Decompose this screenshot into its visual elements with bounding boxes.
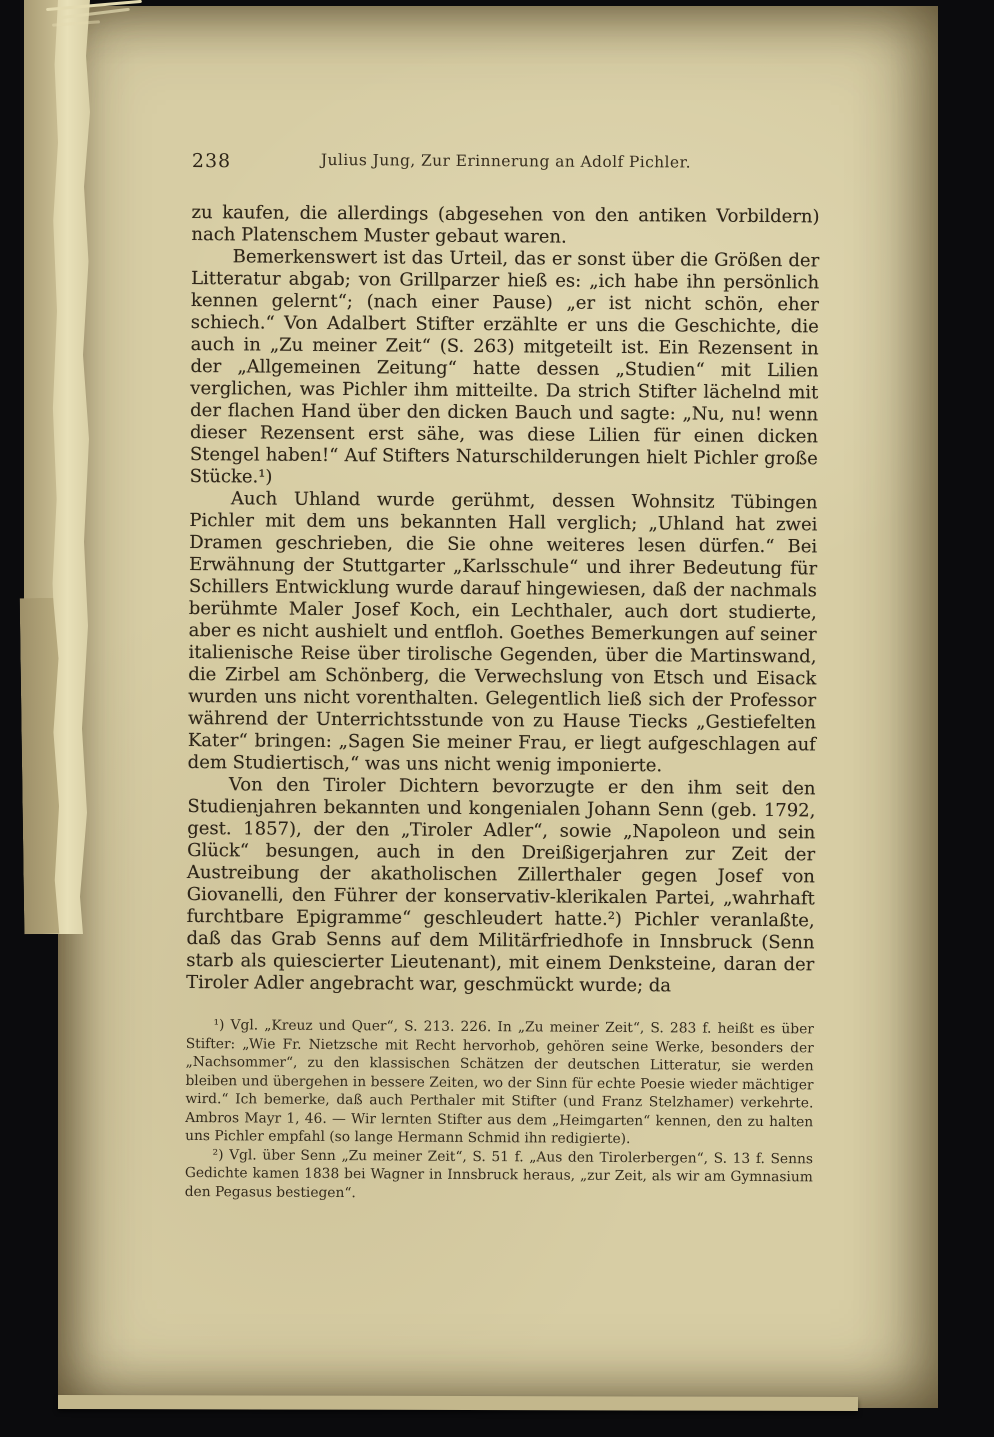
paper-bottom-edge [58, 1395, 858, 1411]
page-header [192, 150, 820, 180]
paragraph: Bemerkenswert ist das Urteil, das er sonst über die Größen der Litteratur abgab; von Grillparzer hieß es: „ich habe ihn persönlich kennen gelernt“; (nach einer Pause) „er ist nicht schön, eher schiech.“ Von Adalbert Stifter erzählte er uns die Geschichte, die auch in „Zu meiner Zeit“ (S. 263) mitgeteilt ist. Ein Rezensent in der „Allgemeinen Zeitung“ hatte dessen „Studien“ mit Lilien verglichen, was Pichler ihm mitteilte. Da strich Stifter lächelnd mit der flachen Hand über den dicken Bauch und sagte: „Nu, nu! wenn dieser Rezensent erst sähe, was diese Lilien für einen dicken Stengel haben!“ Auf Stifters Naturschilderungen hielt Pichler große Stücke.¹) [189, 246, 820, 488]
body-text [186, 202, 820, 998]
page-content [185, 150, 820, 1205]
footnote-1: ¹) Vgl. „Kreuz und Quer“, S. 213. 226. In „Zu meiner Zeit“, S. 283 f. heißt es über Stifter: „Wie Fr. Nietzsche mit Recht hervorhob, gehören seine Werke, besonders der „Nachsommer“, zu den klassischen Schätzen der deutschen Litteratur, sie werden bleiben und übergehen in bessere Zeiten, wo der Sinn für echte Poesie wieder mächtiger wird.“ Ich bemerke, daß auch Perthaler mit Stifter (und Franz Stelzhamer) verkehrte. Ambros Mayr 1, 46. — Wir lernten Stifter aus dem „Heimgarten“ kennen, den zu halten uns Pichler empfahl (so lange Hermann Schmid ihn redigierte). [185, 1017, 814, 1148]
paragraph-continuation: zu kaufen, die allerdings (abgesehen von den antiken Vorbildern) nach Platenschem Muster gebaut waren. [191, 201, 820, 248]
footnote-2: ²) Vgl. über Senn „Zu meiner Zeit“, S. 51 f. „Aus den Tirolerbergen“, S. 13 f. Senns Gedichte kamen 1838 bei Wagner in Innsbruck heraus, „zur Zeit, als wir am Gymnasium den Pegasus bestiegen“. [184, 1146, 814, 1201]
paragraph: Von den Tiroler Dichtern bevorzugte er den ihm seit den Studienjahren bekannten und kongenialen Johann Senn (geb. 1792, gest. 1857), der den „Tiroler Adler“, sowie „Napoleon und sein Glück“ besungen, auch in den Dreißigerjahren zur Zeit der Austreibung der akatholischen Zillerthaler gegen Josef von Giovanelli, den Führer der konservativ-klerikalen Partei, „wahrhaft furchtbare Epigramme“ geschleudert hatte.²) Pichler veranlaßte, daß das Grab Senns auf dem Militärfriedhofe in Innsbruck (Senn starb als quiescierter Lieutenant), mit einem Denksteine, daran der Tiroler Adler angebracht war, geschmückt wurde; da [186, 774, 816, 997]
paragraph: Auch Uhland wurde gerühmt, dessen Wohnsitz Tübingen Pichler mit dem uns bekannten Hall verglich; „Uhland hat zwei Dramen geschrieben, die Sie ohne weiteres lesen dürfen.“ Bei Erwähnung der Stuttgarter „Karlsschule“ und ihrer Bedeutung für Schillers Entwicklung wurde darauf hingewiesen, daß der nachmals berühmte Maler Josef Koch, ein Lechthaler, auch dort studierte, aber es nicht aushielt und entfloh. Goethes Bemerkungen auf seiner italienische Reise über tirolische Gegenden, über die Martinswand, die Zirbel am Schönberg, die Verwechslung von Etsch und Eisack wurden uns nicht vorenthalten. Gelegentlich ließ sich der Professor während der Unterrichtsstunde von zu Hause Tiecks „Gestiefelten Kater“ bringen: „Sagen Sie meiner Frau, er liegt aufgeschlagen auf dem Studiertisch,“ was uns nicht wenig imponierte. [187, 488, 818, 777]
running-header: Julius Jung, Zur Erinnerung an Adolf Pichler. [320, 150, 692, 172]
page-number: 238 [191, 150, 232, 173]
footnotes [185, 1016, 814, 1205]
torn-page-edge [24, 0, 58, 648]
